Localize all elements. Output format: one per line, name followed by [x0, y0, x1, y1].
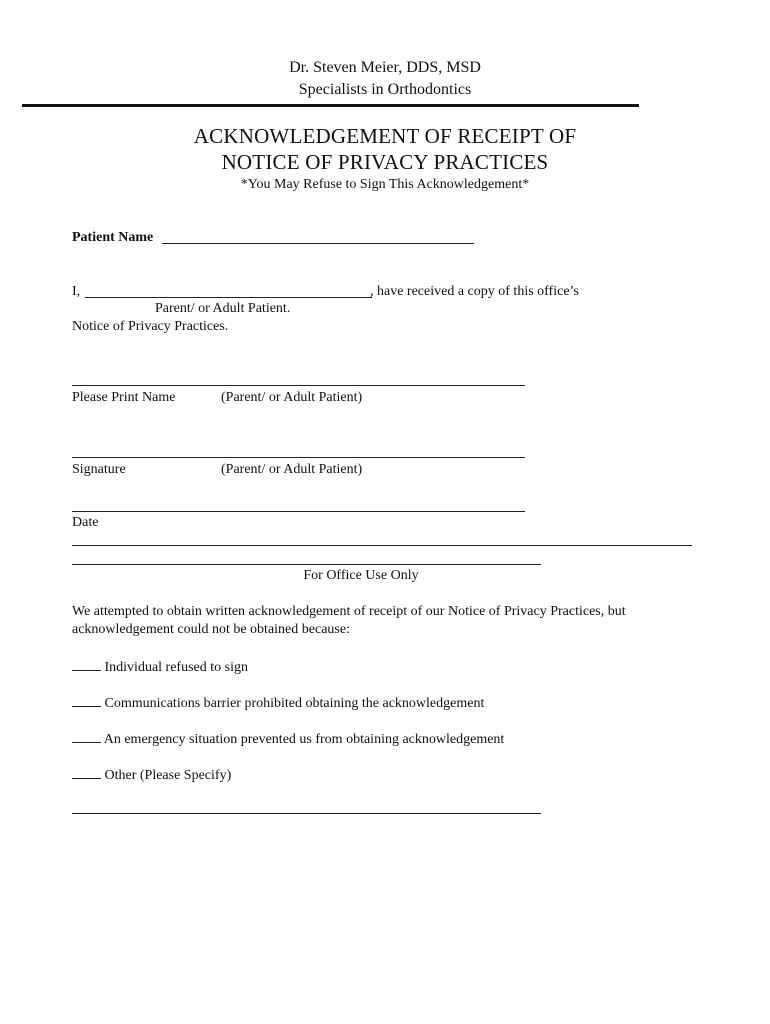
signature-field[interactable]	[72, 457, 525, 458]
option-checkbox-line[interactable]	[72, 694, 101, 707]
option-label: An emergency situation prevented us from obtaining acknowledgement	[103, 732, 505, 747]
statement-suffix: , have received a copy of this office’s	[370, 284, 579, 299]
option-label: Communications barrier prohibited obtaining the acknowledgement	[104, 696, 485, 711]
option-communications-barrier[interactable]	[72, 694, 484, 712]
office-use-heading: For Office Use Only	[303, 568, 419, 583]
print-name-field[interactable]	[72, 385, 525, 386]
option-refused[interactable]	[72, 658, 248, 676]
option-label: Individual refused to sign	[104, 660, 248, 675]
office-use-intro-line1: We attempted to obtain written acknowledgement of receipt of our Notice of Privacy Practices, but	[72, 604, 626, 619]
section-divider	[72, 545, 692, 546]
office-use-intro-line2: acknowledgement could not be obtained because:	[72, 622, 350, 637]
print-name-qualifier: (Parent/ or Adult Patient)	[221, 390, 363, 405]
option-checkbox-line[interactable]	[72, 658, 101, 671]
document-title-line1: ACKNOWLEDGEMENT OF RECEIPT OF	[193, 124, 577, 148]
print-name-label: Please Print Name	[72, 390, 176, 405]
date-field[interactable]	[72, 511, 525, 512]
option-label: Other (Please Specify)	[104, 768, 232, 783]
signature-qualifier: (Parent/ or Adult Patient)	[221, 462, 363, 477]
signature-label: Signature	[72, 462, 126, 477]
statement-sub-label: Parent/ or Adult Patient.	[155, 301, 291, 316]
office-use-rule	[72, 564, 541, 565]
refuse-note: *You May Refuse to Sign This Acknowledgement*	[240, 177, 530, 192]
practice-specialty: Specialists in Orthodontics	[298, 81, 472, 98]
option-other[interactable]	[72, 766, 231, 784]
statement-prefix: I,	[72, 284, 81, 299]
option-emergency[interactable]	[72, 730, 504, 748]
statement-name-field[interactable]	[85, 297, 372, 298]
option-checkbox-line[interactable]	[72, 730, 101, 743]
option-checkbox-line[interactable]	[72, 766, 101, 779]
other-specify-field[interactable]	[72, 813, 541, 814]
header-rule	[22, 104, 639, 107]
practice-name: Dr. Steven Meier, DDS, MSD	[289, 59, 481, 76]
patient-name-label: Patient Name	[72, 230, 154, 245]
patient-name-field[interactable]	[162, 243, 474, 244]
date-label: Date	[72, 515, 99, 530]
statement-line3: Notice of Privacy Practices.	[72, 319, 229, 334]
document-title-line2: NOTICE OF PRIVACY PRACTICES	[221, 150, 549, 174]
